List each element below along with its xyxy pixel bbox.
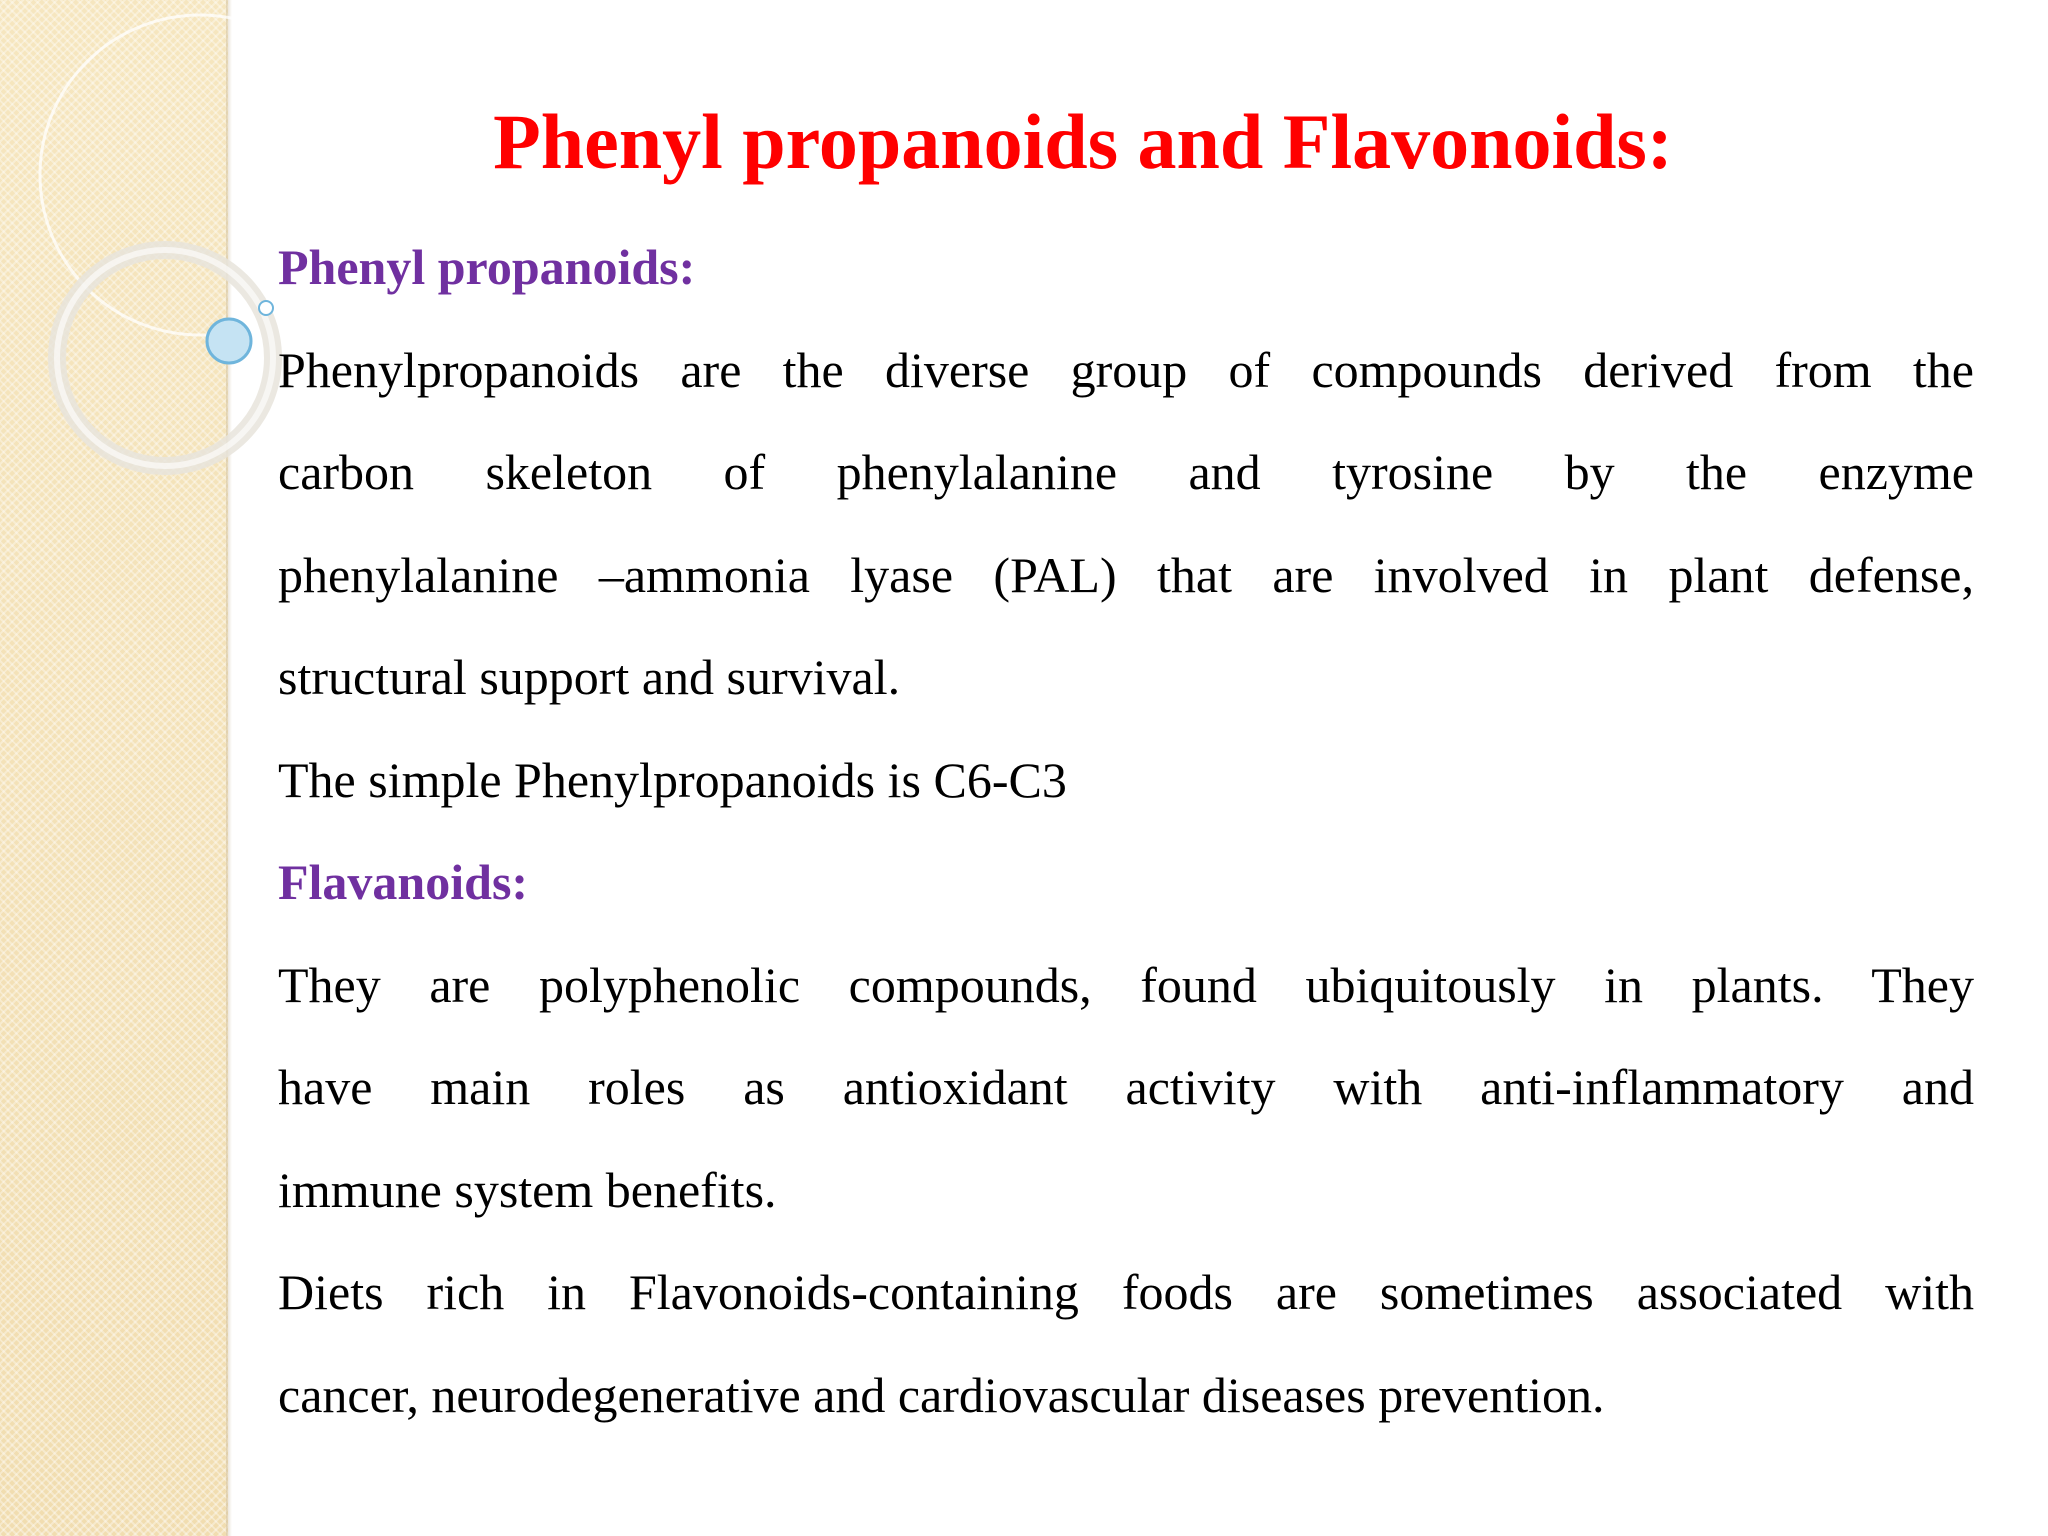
paragraph-line: immune system benefits. [278,1161,777,1218]
slide-content [278,0,1974,1536]
paragraph-line: They are polyphenolic compounds, found ubiquitously in plants. They [278,956,1974,1013]
paragraph-line: Diets rich in Flavonoids-containing foods are sometimes associated with [278,1264,1974,1320]
paragraph-line: structural support and survival. [278,649,901,705]
paragraph-line: have main roles as antioxidant activity with anti-inflammatory and [278,1059,1974,1115]
decorative-bubble [207,319,251,363]
slide-body [278,216,1974,1446]
section-heading-phenylpropanoids: Phenyl propanoids: [278,239,696,295]
slide-title: Phenyl propanoids and Flavonoids: [493,98,1673,185]
section-heading-flavanoids: Flavanoids: [278,854,529,910]
paragraph-line: cancer, neurodegenerative and cardiovascular diseases prevention. [278,1366,1605,1423]
paragraph-line: carbon skeleton of phenylalanine and tyrosine by the enzyme [278,444,1974,500]
phenylpropanoid-note: The simple Phenylpropanoids is C6-C3 [278,751,1067,808]
decorative-small-bubble [259,301,273,315]
paragraph-line: phenylalanine –ammonia lyase (PAL) that are involved in plant defense, [278,546,1974,603]
paragraph-line: Phenylpropanoids are the diverse group of compounds derived from the [278,341,1974,398]
